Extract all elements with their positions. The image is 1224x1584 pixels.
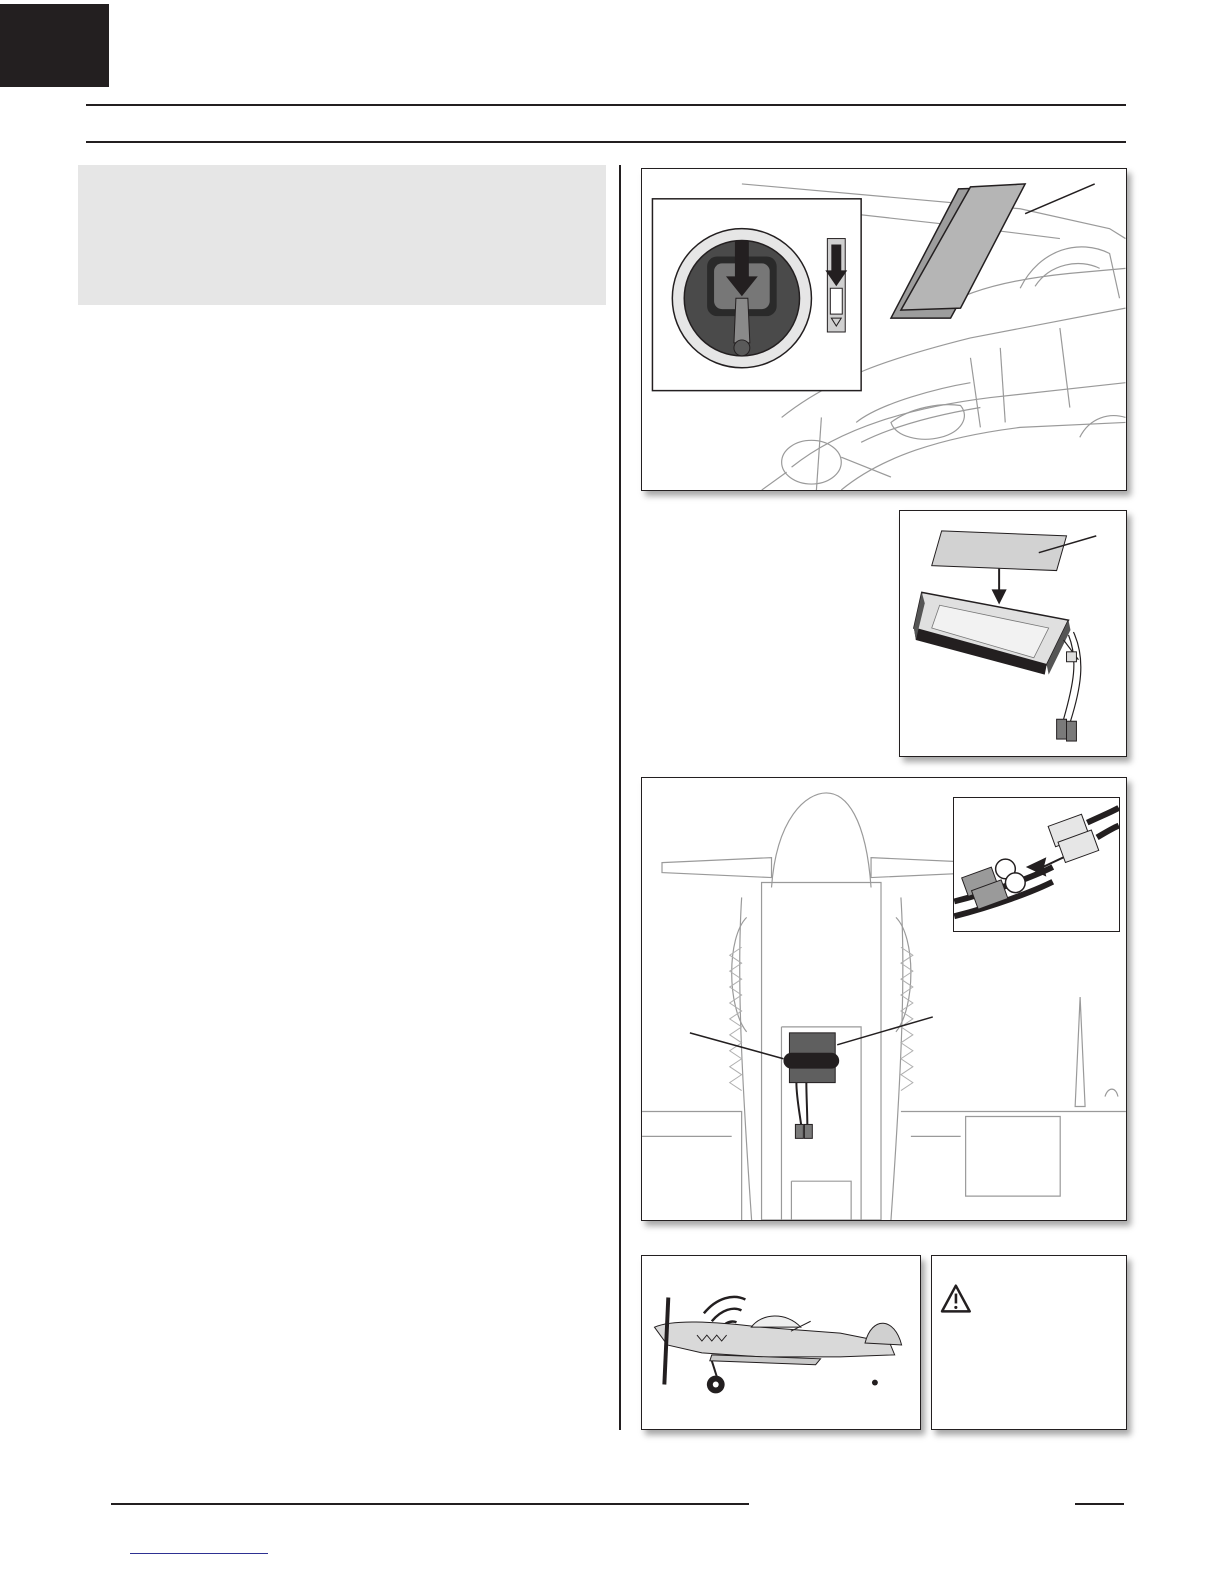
caution-icon xyxy=(942,1286,970,1312)
throttle-hatch-figure xyxy=(641,168,1127,491)
lipo-battery xyxy=(914,592,1071,674)
installed-battery xyxy=(783,1033,839,1139)
connector-inset xyxy=(953,797,1120,932)
footer-link[interactable] xyxy=(130,1553,268,1554)
caution-figure xyxy=(931,1255,1127,1430)
battery-leads xyxy=(1064,632,1081,721)
connector-drawing xyxy=(954,798,1119,931)
footer-rule-right xyxy=(1075,1503,1124,1505)
battery-hatch xyxy=(891,184,1025,318)
battery-install-figure xyxy=(641,777,1127,1221)
header-rule-top xyxy=(86,104,1126,106)
battery-tape-figure xyxy=(899,510,1127,757)
caution-drawing xyxy=(932,1256,1126,1429)
battery-drawing xyxy=(900,511,1126,756)
column-divider xyxy=(619,165,621,1430)
footer-rule-left xyxy=(111,1503,749,1505)
aircraft-binding-figure xyxy=(641,1255,921,1430)
note-panel xyxy=(78,165,606,305)
aircraft-side-view xyxy=(654,1298,901,1394)
strap-callout-right xyxy=(837,1017,933,1045)
throttle-stick-icon xyxy=(672,229,811,368)
aircraft-drawing xyxy=(642,1256,920,1429)
header-rule-bottom xyxy=(86,141,1126,143)
language-tab xyxy=(0,4,109,87)
throttle-slider-icon xyxy=(825,239,847,332)
hatch-drawing xyxy=(642,169,1126,490)
